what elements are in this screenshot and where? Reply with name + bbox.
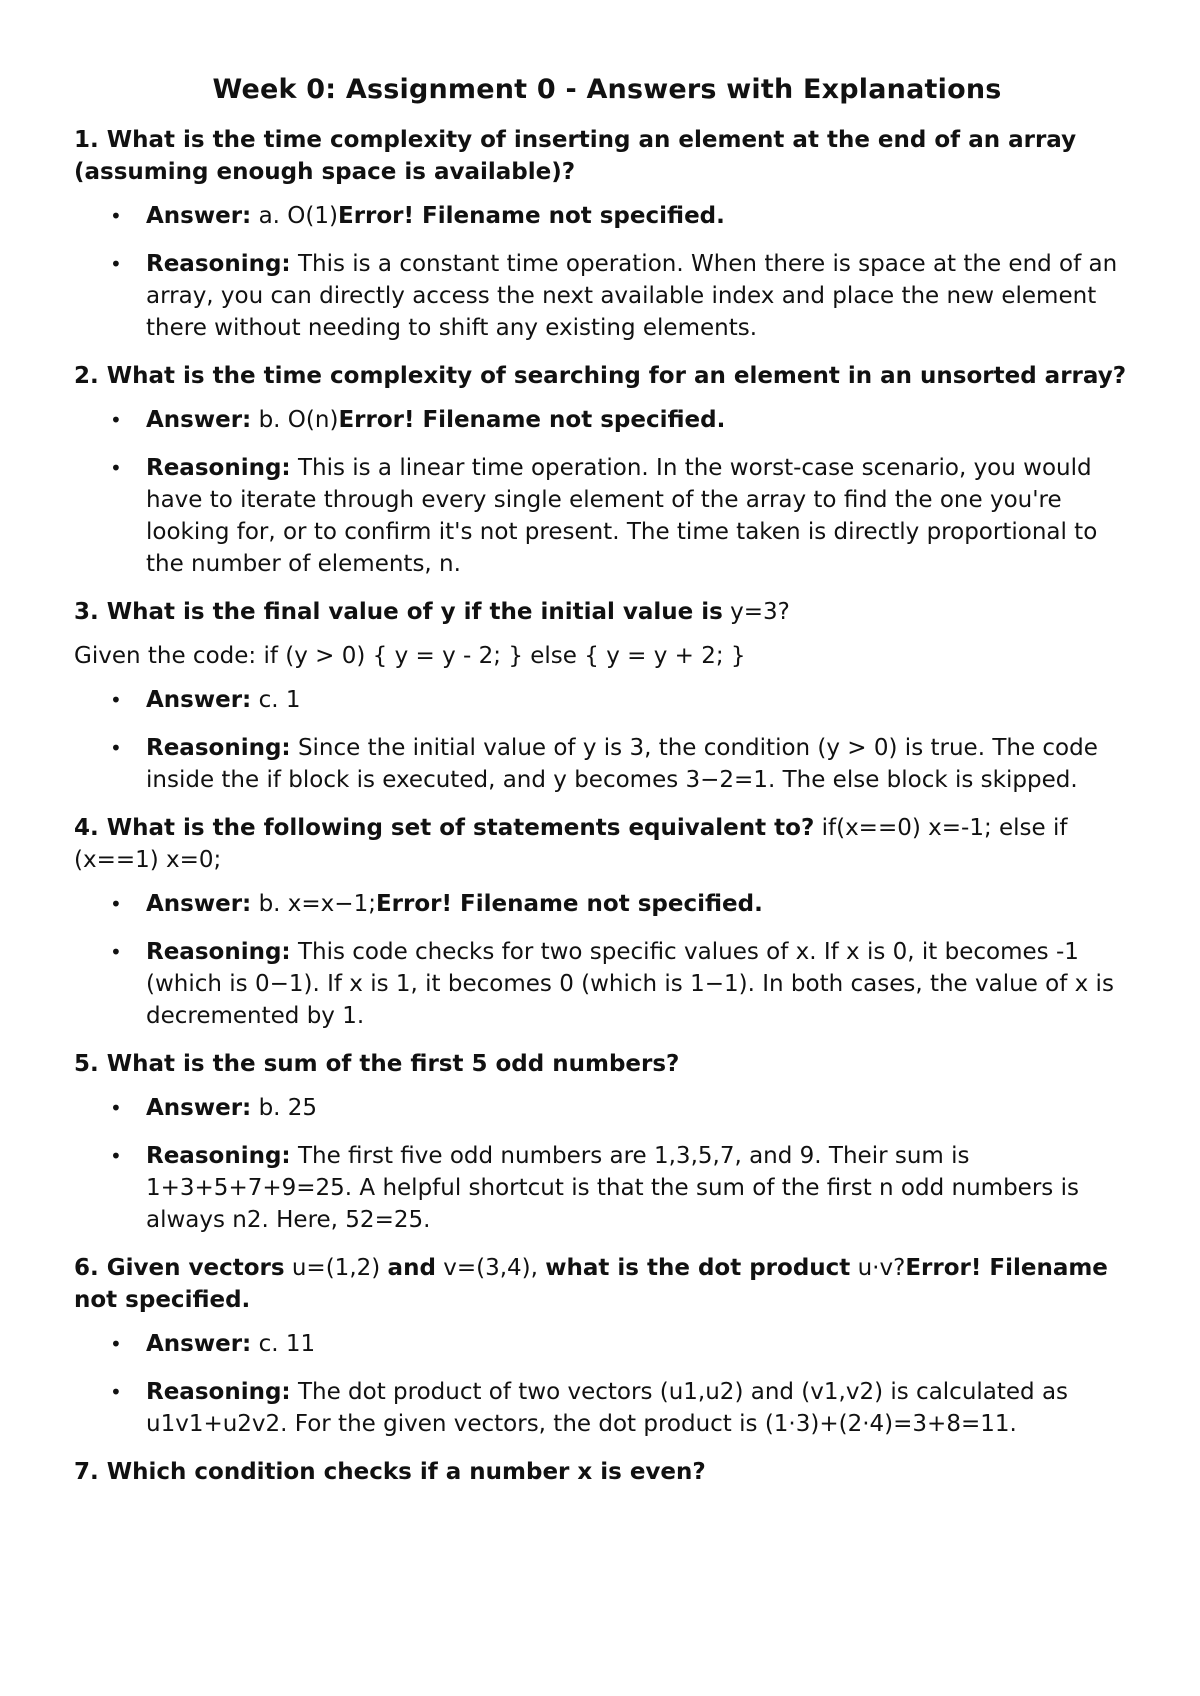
- question-2-details: [74, 404, 1140, 580]
- question-4-text: 4. What is the following set of statements equivalent to?: [74, 815, 815, 841]
- document-title: Week 0: Assignment 0 - Answers with Explanations: [212, 74, 1002, 105]
- question-1: [74, 124, 1140, 188]
- question-3: [74, 596, 1140, 628]
- question-6: [74, 1252, 1140, 1316]
- question-4-answer: [74, 888, 1140, 920]
- answer-label: Answer:: [146, 203, 252, 229]
- question-6-math: u=(1,2): [284, 1255, 388, 1281]
- question-6-math: u⋅v?: [850, 1255, 906, 1281]
- question-6-reasoning: [74, 1376, 1140, 1440]
- answer-label: Answer:: [146, 407, 252, 433]
- question-6-math: v=(3,4),: [435, 1255, 546, 1281]
- error-text: Error! Filename not specified.: [337, 203, 725, 229]
- question-3-details: [74, 684, 1140, 796]
- answer-text: b. x=x−1;: [258, 891, 376, 917]
- error-text: Error! Filename not specified.: [375, 891, 763, 917]
- question-6-part: 6. Given vectors: [74, 1255, 285, 1281]
- reasoning-label: Reasoning:: [146, 939, 291, 965]
- question-6-answer: [74, 1328, 1140, 1360]
- reasoning-label: Reasoning:: [146, 455, 291, 481]
- question-3-math: y=3?: [722, 599, 790, 625]
- question-4-code: if(x==0) x=-1; else if (x==1) x=0;: [74, 815, 1068, 873]
- question-1-answer: [74, 200, 1140, 232]
- question-7: [74, 1456, 1140, 1488]
- reasoning-text: The dot product of two vectors (u1,u2) and (v1,v2) is calculated as u1v1+u2v2. For the given vectors, the dot product is (1⋅3)+(2⋅4)=3+8=11.: [146, 1379, 1069, 1437]
- question-2: [74, 360, 1140, 392]
- question-4-details: [74, 888, 1140, 1032]
- reasoning-text: This is a constant time operation. When there is space at the end of an array, you can directly access the next available index and place the new element there without needing to shift any existing elements.: [146, 251, 1118, 341]
- answer-label: Answer:: [146, 1331, 252, 1357]
- question-1-text: 1. What is the time complexity of inserting an element at the end of an array (assuming enough space is available)?: [74, 127, 1077, 185]
- reasoning-label: Reasoning:: [146, 1379, 291, 1405]
- answer-label: Answer:: [146, 687, 252, 713]
- answer-text: a. O(1): [258, 203, 338, 229]
- answer-text: b. 25: [258, 1095, 318, 1121]
- question-2-reasoning: [74, 452, 1140, 580]
- question-7-text: 7. Which condition checks if a number x is even?: [74, 1459, 706, 1485]
- answer-text: c. 1: [258, 687, 301, 713]
- question-5-details: [74, 1092, 1140, 1236]
- question-6-part: what is the dot product: [545, 1255, 851, 1281]
- error-text: Error! Filename not specified.: [338, 407, 726, 433]
- question-4-reasoning: [74, 936, 1140, 1032]
- question-1-details: [74, 200, 1140, 344]
- reasoning-text: This is a linear time operation. In the worst-case scenario, you would have to iterate through every single element of the array to find the one you're looking for, or to confirm it's not present. The time taken is directly proportional to the number of elements, n.: [146, 455, 1098, 577]
- question-5-answer: [74, 1092, 1140, 1124]
- question-6-part: and: [387, 1255, 436, 1281]
- question-3-answer: [74, 684, 1140, 716]
- question-6-details: [74, 1328, 1140, 1440]
- reasoning-label: Reasoning:: [146, 1143, 291, 1169]
- question-2-answer: [74, 404, 1140, 436]
- question-1-reasoning: [74, 248, 1140, 344]
- question-2-text: 2. What is the time complexity of searching for an element in an unsorted array?: [74, 363, 1127, 389]
- reasoning-label: Reasoning:: [146, 735, 291, 761]
- question-3-reasoning: [74, 732, 1140, 796]
- answer-label: Answer:: [146, 891, 252, 917]
- error-text: Error! Filename not specified.: [74, 1255, 1108, 1313]
- answer-label: Answer:: [146, 1095, 252, 1121]
- question-5-text: 5. What is the sum of the first 5 odd numbers?: [74, 1051, 680, 1077]
- reasoning-text: Since the initial value of y is 3, the condition (y > 0) is true. The code inside the if block is executed, and y becomes 3−2=1. The else block is skipped.: [146, 735, 1098, 793]
- reasoning-text: The first five odd numbers are 1,3,5,7, and 9. Their sum is 1+3+5+7+9=25. A helpful shortcut is that the sum of the first n odd numbers is always n2. Here, 52=25.: [146, 1143, 1079, 1233]
- question-5: [74, 1048, 1140, 1080]
- question-4: [74, 812, 1140, 876]
- reasoning-text: This code checks for two specific values of x. If x is 0, it becomes -1 (which is 0−1). If x is 1, it becomes 0 (which is 1−1). In both cases, the value of x is decremented by 1.: [146, 939, 1114, 1029]
- reasoning-label: Reasoning:: [146, 251, 291, 277]
- question-3-text: 3. What is the final value of y if the initial value is: [74, 599, 723, 625]
- answer-text: c. 11: [258, 1331, 316, 1357]
- question-3-given-code: Given the code: if (y > 0) { y = y - 2; } else { y = y + 2; }: [74, 643, 746, 669]
- question-5-reasoning: [74, 1140, 1140, 1236]
- answer-text: b. O(n): [258, 407, 339, 433]
